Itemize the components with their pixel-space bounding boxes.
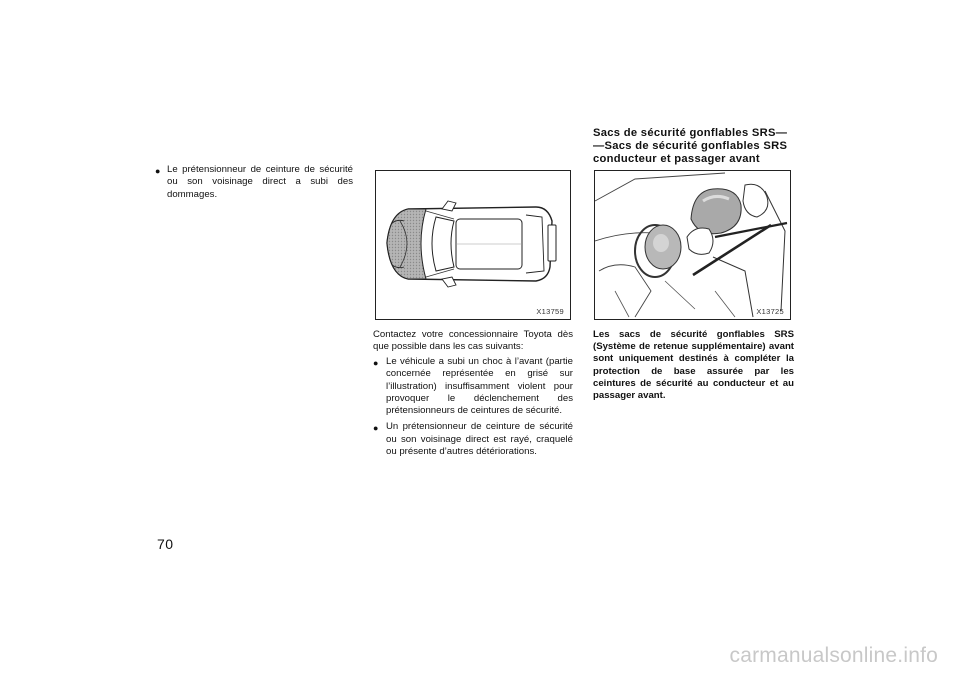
heading-line: conducteur et passager avant — [593, 153, 760, 166]
bullet-dot-icon: ● — [155, 166, 161, 176]
figure-code: X13725 — [756, 307, 784, 316]
airbag-note: Les sacs de sécurité gonflables SRS (Système de retenue supplémentaire) avant sont uniquement destinés à compléter la protection de base assurée par les ceintures de sécurité au conducteur et au passager avant. — [593, 329, 794, 402]
list-item — [373, 421, 573, 458]
list-item-text: Un prétensionneur de ceinture de sécurité ou son voisinage direct est rayé, craquelé ou présente d’autres détériorations. — [386, 421, 573, 458]
conditions-list — [373, 356, 573, 462]
heading-line: —Sacs de sécurité gonflables SRS — [593, 140, 788, 153]
airbag-figure — [594, 170, 791, 320]
watermark: carmanualsonline.info — [729, 644, 938, 667]
list-item-text: Le véhicule a subi un choc à l’avant (partie concernée représentée en grisé sur l’illustration) insuffisamment violent pour provoquer le déclenchement des prétensionneurs de ceintures de sécurité. — [386, 356, 573, 417]
page-number: 70 — [157, 536, 174, 552]
bullet-dot-icon: ● — [373, 423, 379, 434]
left-bullet-item — [155, 164, 353, 201]
car-top-view-figure — [375, 170, 571, 320]
intro-paragraph: Contactez votre concessionnaire Toyota dès que possible dans les cas suivants: — [373, 329, 573, 353]
car-top-view-illustration — [376, 171, 570, 319]
figure-code: X13759 — [536, 307, 564, 316]
heading-line: Sacs de sécurité gonflables SRS— — [593, 127, 788, 139]
list-item — [373, 356, 573, 417]
left-bullet-text: Le prétensionneur de ceinture de sécurité ou son voisinage direct a subi des dommages. — [167, 164, 353, 200]
airbag-illustration — [595, 171, 790, 319]
section-heading — [593, 127, 793, 167]
bullet-dot-icon: ● — [373, 358, 379, 368]
